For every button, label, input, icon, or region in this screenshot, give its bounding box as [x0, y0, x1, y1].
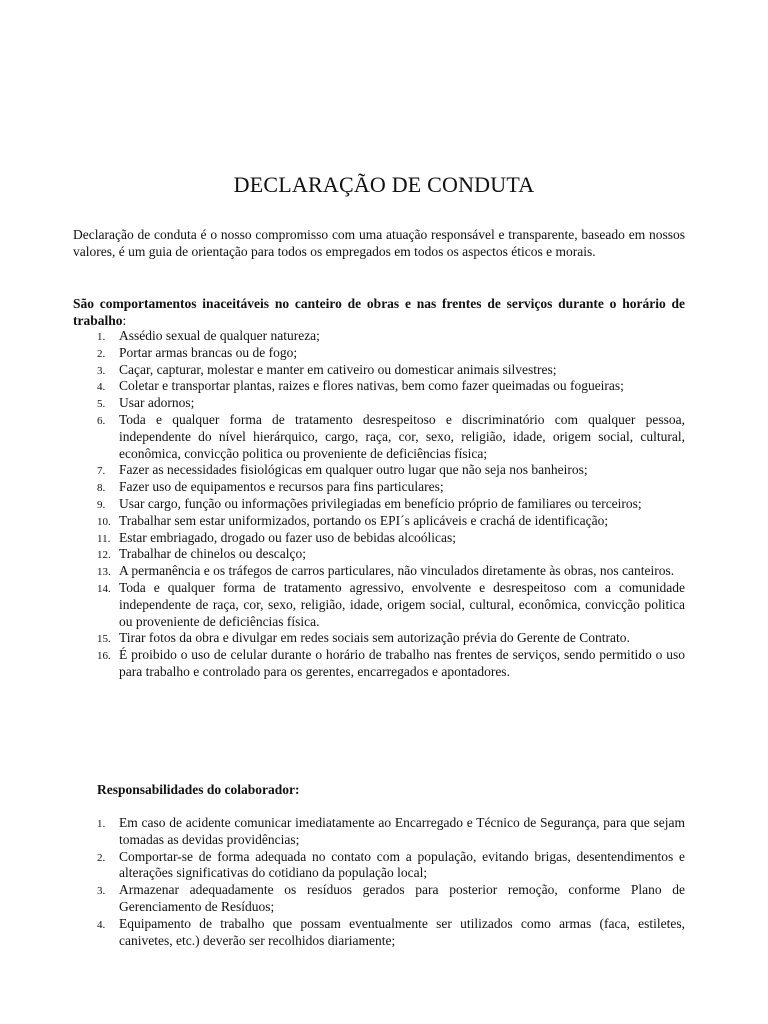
list-item-text: Usar adornos;: [119, 395, 195, 411]
list-item-number: 11.: [97, 532, 111, 545]
rule-item: [73, 328, 685, 345]
rule-item: [73, 530, 685, 547]
rule-item: [73, 647, 685, 681]
list-item-number: 2.: [97, 851, 106, 864]
rule-item: [73, 362, 685, 379]
list-item-text: Trabalhar sem estar uniformizados, portando os EPI´s aplicáveis e crachá de identificação;: [119, 512, 609, 528]
rule-item: [73, 496, 685, 513]
list-item-text: Caçar, capturar, molestar e manter em cativeiro ou domesticar animais silvestres;: [119, 361, 557, 377]
rule-item: [73, 412, 685, 462]
list-item-number: 12.: [97, 549, 111, 562]
list-item-number: 14.: [97, 582, 111, 595]
responsibilities-heading: Responsabilidades do colaborador:: [97, 782, 300, 797]
list-item-number: 9.: [97, 498, 106, 511]
list-item-number: 3.: [97, 885, 106, 898]
rule-item: [73, 513, 685, 530]
list-item-text: Toda e qualquer forma de tratamento desrespeitoso e discriminatório com qualquer pessoa, independente do nível hierárquico, cargo, raça, cor, sexo, religião, idade, origem social, cultural, econômica, convicção politica ou proveniente de deficiências física;: [119, 411, 685, 461]
list-item-number: 15.: [97, 633, 111, 646]
list-item-number: 6.: [97, 414, 106, 427]
document-title: DECLARAÇÃO DE CONDUTA: [233, 172, 535, 197]
list-item-text: É proibido o uso de celular durante o horário de trabalho nas frentes de serviços, sendo permitido o uso para trabalho e controlado para os gerentes, encarregados e apontadores.: [119, 647, 685, 679]
rule-item: [73, 563, 685, 580]
list-item-text: Comportar-se de forma adequada no contato com a população, evitando brigas, desentendimentos e alterações significativas do cotidiano da população local;: [119, 848, 685, 881]
rule-item: [73, 630, 685, 647]
list-item-number: 10.: [97, 515, 111, 528]
list-item-text: Fazer as necessidades fisiológicas em qualquer outro lugar que não seja nos banheiros;: [119, 462, 588, 478]
list-item-text: Em caso de acidente comunicar imediatamente ao Encarregado e Técnico de Segurança, para que sejam tomadas as devidas providências;: [119, 815, 685, 847]
intro-paragraph: Declaração de conduta é o nosso compromisso com uma atuação responsável e transparente, baseado em nossos valores, é um guia de orientação para todos os empregados em todos os aspectos éticos e morais.: [73, 227, 685, 259]
rules-heading-suffix: :: [122, 313, 127, 328]
list-item-text: Armazenar adequadamente os resíduos gerados para posterior remoção, conforme Plano de Gerenciamento de Resíduos;: [119, 882, 685, 914]
rule-item: [73, 378, 685, 395]
rules-heading-bold: São comportamentos inaceitáveis no canteiro de obras e nas frentes de serviços durante o horário de trabalho: [73, 296, 685, 328]
list-item-text: Toda e qualquer forma de tratamento agressivo, envolvente e desrespeitoso com a comunidade independente de raça, cor, sexo, religião, idade, origem social, cultural, econômica, convicção politica ou proveniente de deficiências física.: [119, 579, 685, 629]
list-item-number: 3.: [97, 364, 106, 377]
list-item-text: Fazer uso de equipamentos e recursos para fins particulares;: [119, 479, 444, 495]
rule-item: [73, 479, 685, 496]
list-item-text: Equipamento de trabalho que possam eventualmente ser utilizados como armas (faca, estiletes, canivetes, etc.) deverão ser recolhidos diariamente;: [119, 915, 685, 948]
list-item-text: Portar armas brancas ou de fogo;: [119, 344, 298, 360]
list-item-number: 5.: [97, 398, 106, 411]
list-item-text: Trabalhar de chinelos ou descalço;: [119, 546, 306, 562]
list-item-number: 1.: [97, 331, 106, 343]
rule-item: [73, 546, 685, 563]
list-item-number: 1.: [97, 818, 106, 830]
list-item-number: 7.: [97, 465, 106, 478]
list-item-text: Estar embriagado, drogado ou fazer uso de bebidas alcoólicas;: [119, 529, 456, 545]
list-item-text: A permanência e os tráfegos de carros particulares, não vinculados diretamente às obras, nos canteiros.: [119, 563, 675, 579]
responsibility-item: [73, 916, 685, 950]
rules-list: [73, 328, 685, 681]
responsibilities-list: [73, 815, 685, 949]
list-item-number: 4.: [97, 381, 106, 394]
responsibility-item: [73, 849, 685, 883]
responsibility-item: [73, 882, 685, 916]
rule-item: [73, 395, 685, 412]
responsibility-item: [73, 815, 685, 849]
rules-heading: [73, 295, 685, 329]
list-item-text: Assédio sexual de qualquer natureza;: [119, 328, 320, 343]
rule-item: [73, 345, 685, 362]
list-item-number: 8.: [97, 482, 106, 495]
list-item-text: Coletar e transportar plantas, raizes e flores nativas, bem como fazer queimadas ou fogueiras;: [119, 378, 624, 394]
rule-item: [73, 462, 685, 479]
list-item-text: Tirar fotos da obra e divulgar em redes sociais sem autorização prévia do Gerente de Contrato.: [119, 630, 630, 646]
list-item-number: 16.: [97, 650, 111, 663]
list-item-text: Usar cargo, função ou informações privilegiadas em benefício próprio de familiares ou terceiros;: [119, 495, 642, 511]
list-item-number: 2.: [97, 347, 106, 360]
list-item-number: 4.: [97, 918, 106, 931]
list-item-number: 13.: [97, 566, 111, 579]
rule-item: [73, 580, 685, 630]
